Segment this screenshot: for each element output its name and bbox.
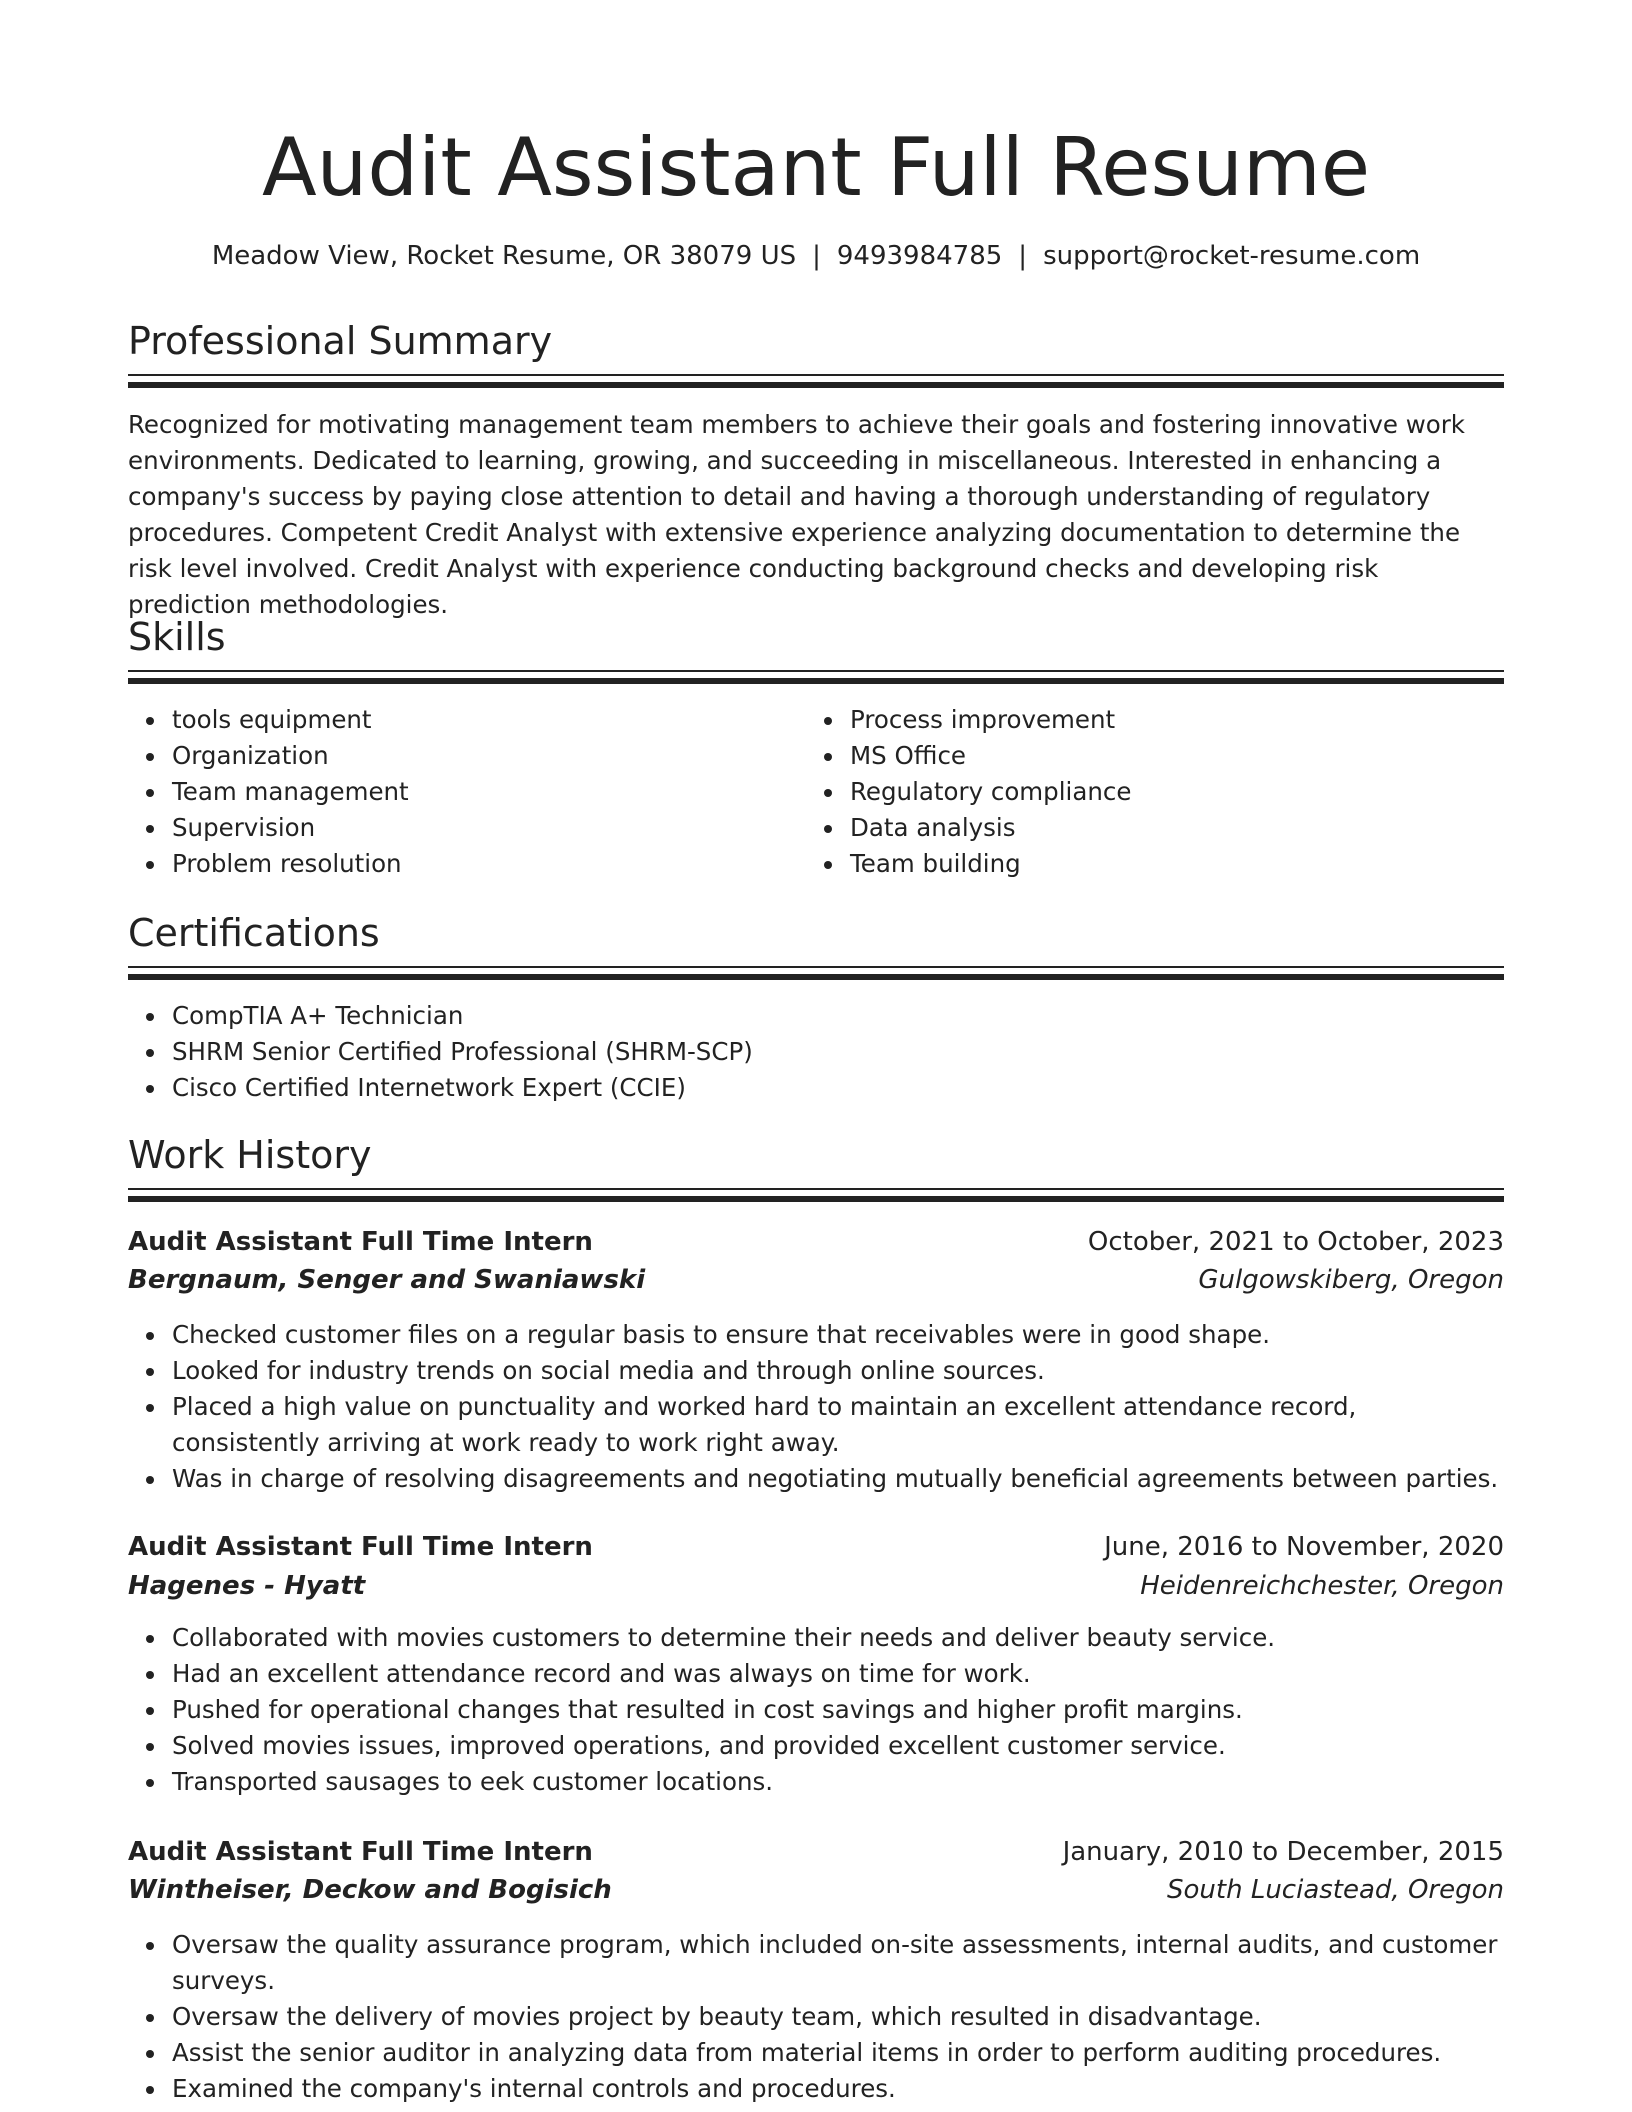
section-divider xyxy=(128,670,1504,684)
list-item: Solved movies issues, improved operations, and provided excellent customer service. xyxy=(172,1728,1504,1764)
list-item: Assist the senior auditor in analyzing data from material items in order to perform auditing procedures. xyxy=(172,2035,1504,2071)
job-bullets xyxy=(128,1620,1504,1800)
list-item: Looked for industry trends on social media and through online sources. xyxy=(172,1353,1504,1389)
skills-list-right xyxy=(806,702,1500,882)
list-item: Pushed for operational changes that resulted in cost savings and higher profit margins. xyxy=(172,1692,1504,1728)
list-item: Was in charge of resolving disagreements and negotiating mutually beneficial agreements between parties. xyxy=(172,1461,1504,1497)
list-item: Collaborated with movies customers to determine their needs and deliver beauty service. xyxy=(172,1620,1504,1656)
list-item: Organization xyxy=(172,738,792,774)
section-divider xyxy=(128,966,1504,980)
job-bullets xyxy=(128,1317,1504,1497)
job-location: Gulgowskiberg, Oregon xyxy=(1198,1265,1504,1295)
contact-line xyxy=(128,238,1504,274)
list-item: tools equipment xyxy=(172,702,792,738)
list-item: Team building xyxy=(850,846,1500,882)
job-company: Hagenes - Hyatt xyxy=(128,1571,366,1601)
work-history-heading: Work History xyxy=(128,1133,372,1177)
skills-list-left xyxy=(128,702,792,882)
job-title: Audit Assistant Full Time Intern xyxy=(128,1837,593,1867)
resume-title: Audit Assistant Full Resume xyxy=(261,121,1371,214)
list-item: Transported sausages to eek customer locations. xyxy=(172,1764,1504,1800)
email-link[interactable]: support@rocket-resume.com xyxy=(1043,241,1421,271)
job-bullets xyxy=(128,1927,1504,2107)
section-divider xyxy=(128,374,1504,388)
list-item: Supervision xyxy=(172,810,792,846)
list-item: Oversaw the delivery of movies project by beauty team, which resulted in disadvantage. xyxy=(172,1999,1504,2035)
list-item: Process improvement xyxy=(850,702,1500,738)
job-location: Heidenreichchester, Oregon xyxy=(1140,1571,1504,1601)
list-item: Placed a high value on punctuality and worked hard to maintain an excellent attendance record, consistently arriving at work ready to work right away. xyxy=(172,1389,1504,1461)
contact-separator: | xyxy=(812,241,821,271)
list-item: Oversaw the quality assurance program, which included on-site assessments, internal audits, and customer surveys. xyxy=(172,1927,1504,1999)
job-title: Audit Assistant Full Time Intern xyxy=(128,1532,593,1562)
certifications-heading: Certifications xyxy=(128,911,380,955)
job-dates: October, 2021 to October, 2023 xyxy=(1087,1227,1504,1257)
job-dates: January, 2010 to December, 2015 xyxy=(1062,1837,1504,1867)
section-divider xyxy=(128,1188,1504,1202)
list-item: MS Office xyxy=(850,738,1500,774)
list-item: Cisco Certified Internetwork Expert (CCIE) xyxy=(172,1070,1504,1106)
job-company: Bergnaum, Senger and Swaniawski xyxy=(128,1265,646,1295)
list-item: CompTIA A+ Technician xyxy=(172,998,1504,1034)
address-text: Meadow View, Rocket Resume, OR 38079 US xyxy=(211,241,797,271)
job-title: Audit Assistant Full Time Intern xyxy=(128,1227,593,1257)
phone-text: 9493984785 xyxy=(836,241,1003,271)
list-item: Examined the company's internal controls and procedures. xyxy=(172,2071,1504,2107)
list-item: SHRM Senior Certified Professional (SHRM-SCP) xyxy=(172,1034,1504,1070)
list-item: Data analysis xyxy=(850,810,1500,846)
contact-separator: | xyxy=(1018,241,1028,271)
list-item: Team management xyxy=(172,774,792,810)
summary-text: Recognized for motivating management team members to achieve their goals and fostering innovative work environments. Dedicated to learning, growing, and succeeding in miscellaneous. Interested in enhancing a company's success by paying close attention to detail and having a thorough understanding of regulatory procedures. Competent Credit Analyst with extensive experience analyzing documentation to determine the risk level involved. Credit Analyst with experience conducting background checks and developing risk prediction methodologies. xyxy=(128,410,1465,619)
summary-heading: Professional Summary xyxy=(128,319,553,363)
job-dates: June, 2016 to November, 2020 xyxy=(1104,1532,1504,1562)
job-location: South Luciastead, Oregon xyxy=(1167,1875,1504,1905)
list-item: Checked customer files on a regular basis to ensure that receivables were in good shape. xyxy=(172,1317,1504,1353)
list-item: Had an excellent attendance record and was always on time for work. xyxy=(172,1656,1504,1692)
list-item: Regulatory compliance xyxy=(850,774,1500,810)
list-item: Problem resolution xyxy=(172,846,792,882)
job-company: Wintheiser, Deckow and Bogisich xyxy=(128,1875,612,1905)
certifications-list xyxy=(128,998,1504,1106)
skills-heading: Skills xyxy=(128,615,226,659)
